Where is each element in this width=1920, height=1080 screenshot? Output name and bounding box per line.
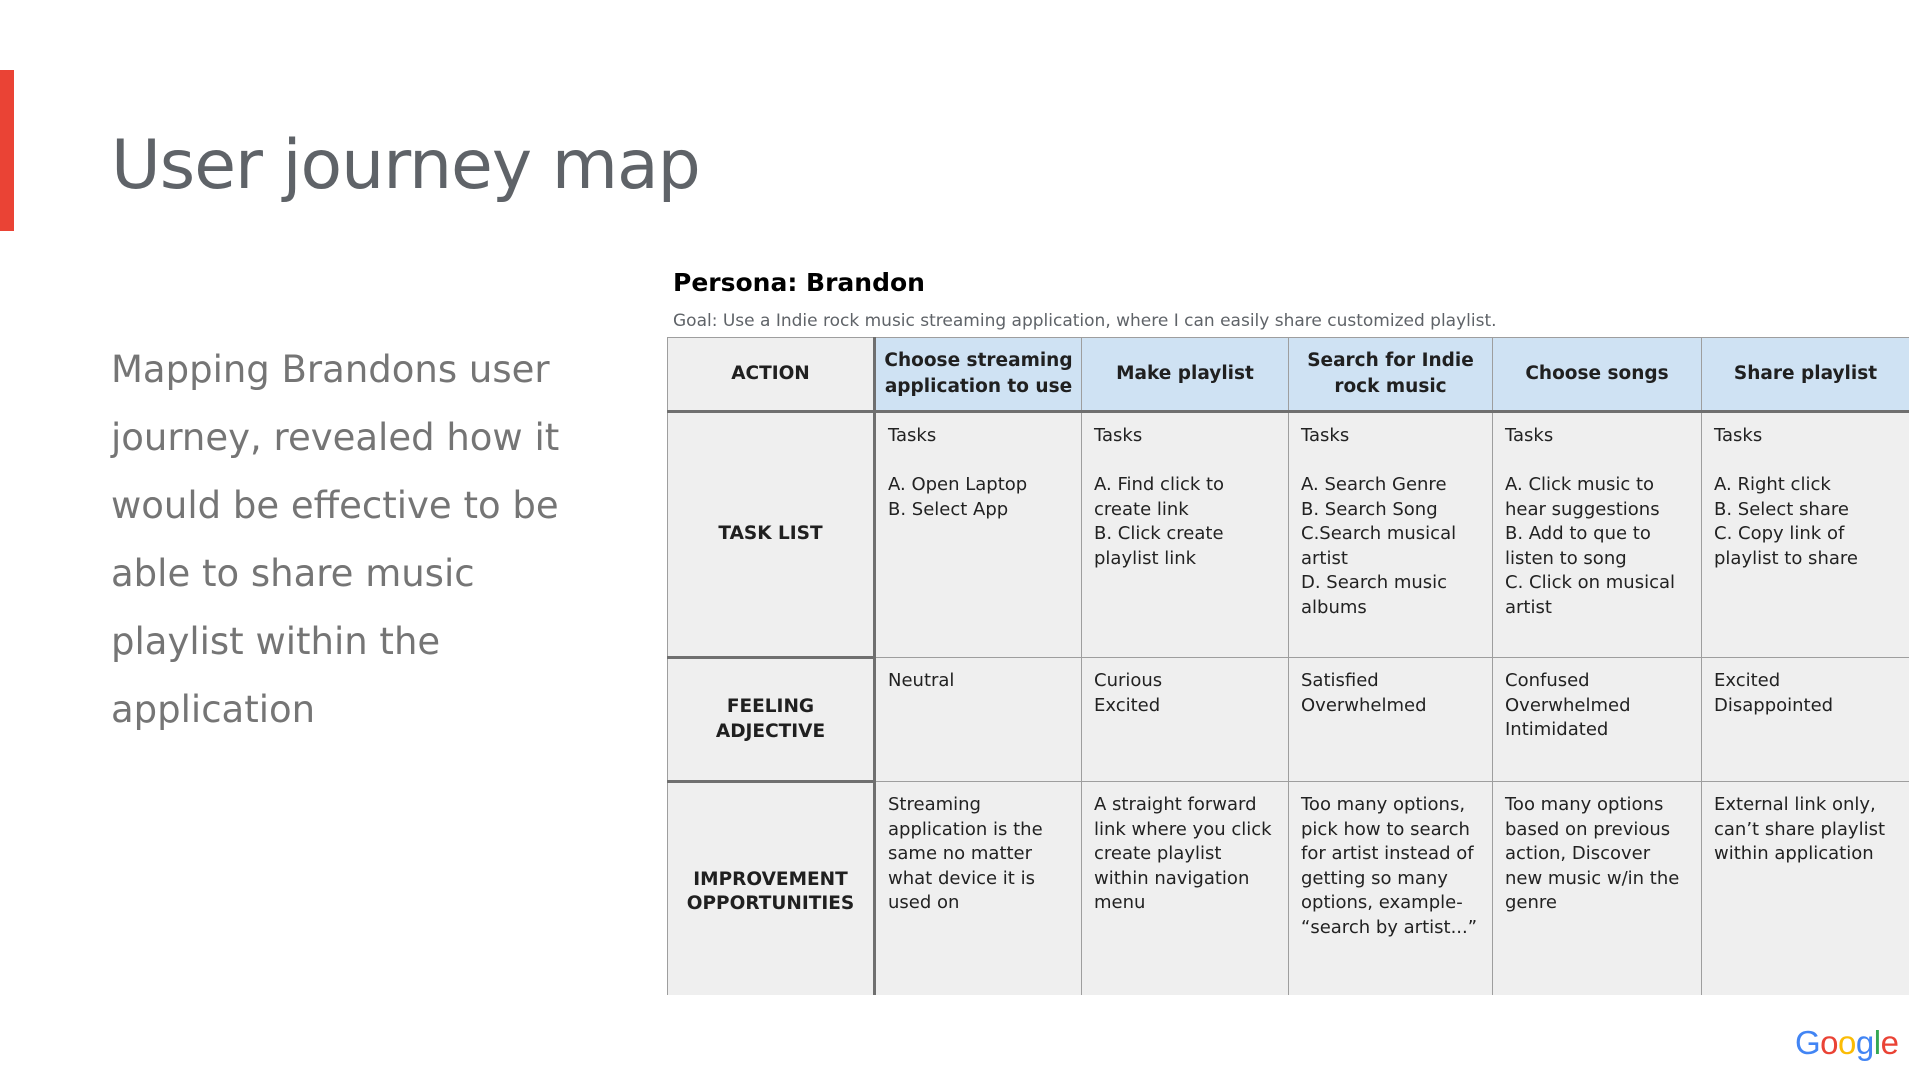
row-header-cell: FEELING ADJECTIVE [668,658,875,782]
cell-text: Excited [1094,694,1161,716]
table-header-row [668,338,1910,412]
cell-text: Neutral [888,670,955,691]
row-header-cell: TASK LIST [668,412,875,658]
cell-spacer [1714,449,1899,474]
cell-text: B. Add to que to listen to song [1505,523,1657,569]
logo-letter: o [1820,1024,1839,1061]
cell-text: External link only, can’t share playlist within application [1714,794,1891,864]
cell-spacer [1094,449,1278,474]
cell-text: Disappointed [1714,694,1834,716]
column-header: Make playlist [1082,338,1289,412]
column-header: Choose streaming application to use [875,338,1082,412]
table-cell [875,782,1082,996]
table-row [668,658,1910,782]
cell-heading: Tasks [1094,425,1143,446]
logo-letter: G [1795,1024,1821,1061]
cell-text: C. Click on musical artist [1505,572,1681,618]
logo-letter: e [1880,1024,1899,1061]
table-cell [1289,412,1493,658]
cell-text: C.Search musical artist [1301,523,1462,569]
table-cell [1702,782,1910,996]
cell-text: Excited [1714,670,1781,691]
cell-spacer [1505,449,1691,474]
cell-heading: Tasks [1714,425,1763,446]
row-header-cell: IMPROVEMENT OPPORTUNITIES [668,782,875,996]
table-cell [875,412,1082,658]
cell-text: Satisfied [1301,670,1379,691]
table-cell [1289,782,1493,996]
cell-text: A. Right click [1714,474,1831,495]
header-corner-cell: ACTION [668,338,875,412]
cell-text: D. Search music albums [1301,572,1453,618]
column-header: Search for Indie rock music [1289,338,1493,412]
cell-text: Confused [1505,670,1590,691]
table-cell [1082,782,1289,996]
column-header: Share playlist [1702,338,1910,412]
cell-text: Intimidated [1505,719,1609,740]
persona-goal: Goal: Use a Indie rock music streaming application, where I can easily share customized playlist. [673,311,1497,331]
logo-letter: l [1873,1024,1881,1061]
cell-text: B. Search Song [1301,498,1438,520]
table-cell [1289,658,1493,782]
cell-heading: Tasks [1301,425,1350,446]
table-cell [1082,412,1289,658]
journey-table-wrapper [667,337,1909,995]
cell-text: Overwhelmed [1301,694,1427,716]
cell-text: Streaming application is the same no matter what device it is used on [888,794,1049,913]
table-cell [875,658,1082,782]
cell-text: C. Copy link of playlist to share [1714,523,1858,569]
table-cell [1493,782,1702,996]
table-row [668,412,1910,658]
table-cell [1082,658,1289,782]
cell-text: Overwhelmed [1505,694,1631,716]
cell-spacer [888,449,1071,474]
cell-text: B. Click create playlist link [1094,523,1230,569]
cell-text: Curious [1094,670,1163,691]
cell-spacer [1301,449,1482,474]
table-cell [1493,658,1702,782]
cell-text: B. Select App [888,498,1009,520]
cell-text: A straight forward link where you click create playlist within navigation menu [1094,794,1278,913]
table-cell [1702,658,1910,782]
cell-heading: Tasks [1505,425,1554,446]
column-header: Choose songs [1493,338,1702,412]
journey-table [667,337,1909,995]
cell-text: A. Find click to create link [1094,474,1230,520]
slide-title: User journey map [111,126,700,205]
cell-text: Too many options based on previous action, Discover new music w/in the genre [1505,794,1686,913]
table-row [668,782,1910,996]
google-logo [1795,1024,1898,1062]
cell-text: A. Click music to hear suggestions [1505,474,1660,520]
accent-bar [0,70,14,231]
cell-text: B. Select share [1714,498,1849,520]
table-cell [1493,412,1702,658]
cell-text: A. Search Genre [1301,474,1447,495]
logo-letter: o [1838,1024,1856,1061]
persona-label: Persona: Brandon [673,268,925,297]
slide-body-text: Mapping Brandons user journey, revealed how it would be effective to be able to share music playlist within the application [111,348,560,731]
cell-heading: Tasks [888,425,937,446]
cell-text: A. Open Laptop [888,474,1028,495]
table-cell [1702,412,1910,658]
logo-letter: g [1855,1024,1874,1061]
cell-text: Too many options, pick how to search for artist instead of getting so many options, example- “search by artist...” [1301,794,1480,938]
